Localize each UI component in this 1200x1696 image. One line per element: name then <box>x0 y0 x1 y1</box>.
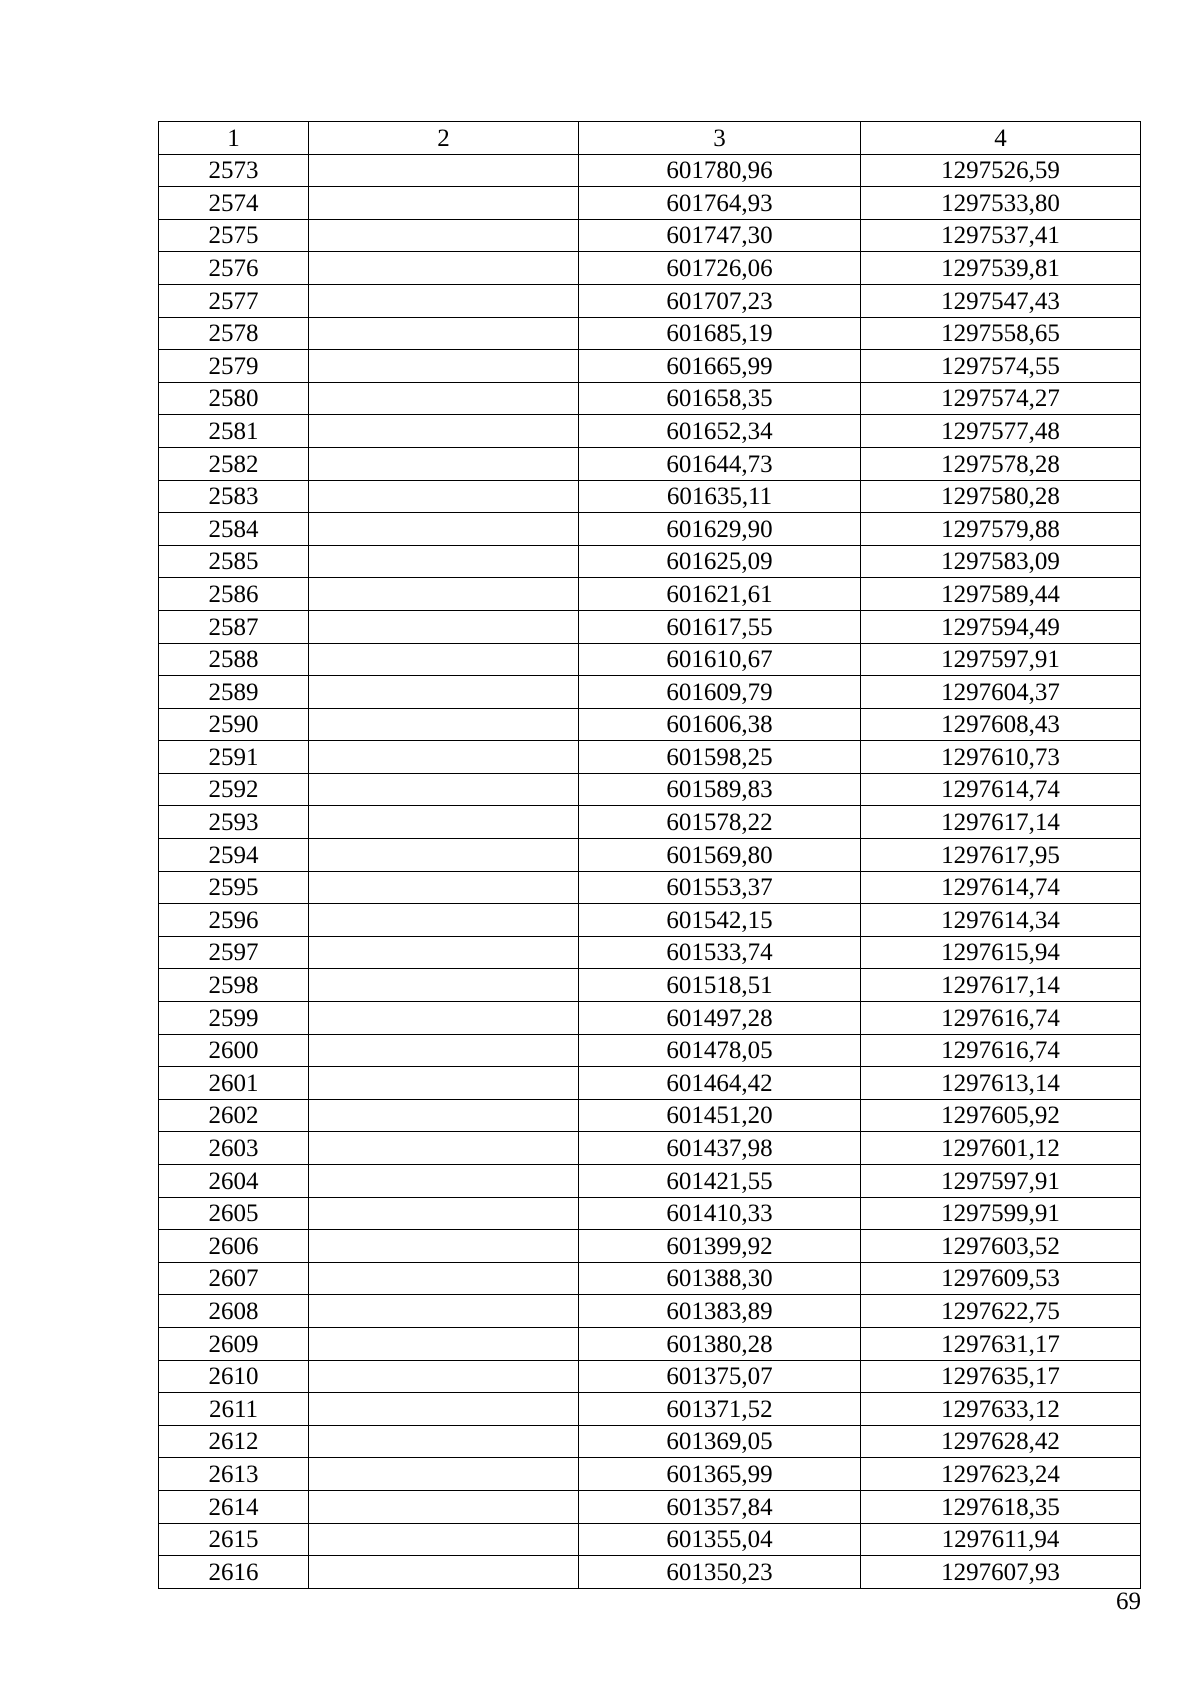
column-header-4: 4 <box>861 122 1141 155</box>
point-number-cell: 2599 <box>159 1002 309 1035</box>
column-header-1: 1 <box>159 122 309 155</box>
description-cell <box>309 1425 579 1458</box>
table-row <box>159 252 1141 285</box>
table-row <box>159 1393 1141 1426</box>
description-cell <box>309 741 579 774</box>
coordinate-y-cell: 1297580,28 <box>861 480 1141 513</box>
description-cell <box>309 1556 579 1589</box>
description-cell <box>309 447 579 480</box>
point-number-cell: 2578 <box>159 317 309 350</box>
description-cell <box>309 1132 579 1165</box>
coordinate-x-cell: 601589,83 <box>579 773 861 806</box>
coordinate-y-cell: 1297539,81 <box>861 252 1141 285</box>
coordinates-table <box>158 121 1141 1589</box>
table-row <box>159 1099 1141 1132</box>
coordinate-y-cell: 1297614,34 <box>861 904 1141 937</box>
coordinate-x-cell: 601780,96 <box>579 154 861 187</box>
point-number-cell: 2592 <box>159 773 309 806</box>
coordinate-x-cell: 601726,06 <box>579 252 861 285</box>
description-cell <box>309 284 579 317</box>
coordinate-x-cell: 601533,74 <box>579 936 861 969</box>
table-row <box>159 578 1141 611</box>
coordinate-y-cell: 1297577,48 <box>861 415 1141 448</box>
coordinate-x-cell: 601569,80 <box>579 839 861 872</box>
coordinate-y-cell: 1297526,59 <box>861 154 1141 187</box>
point-number-cell: 2593 <box>159 806 309 839</box>
coordinate-y-cell: 1297616,74 <box>861 1002 1141 1035</box>
coordinate-y-cell: 1297613,14 <box>861 1067 1141 1100</box>
table-row <box>159 1230 1141 1263</box>
description-cell <box>309 513 579 546</box>
coordinate-y-cell: 1297609,53 <box>861 1262 1141 1295</box>
table-row <box>159 676 1141 709</box>
table-row <box>159 480 1141 513</box>
table-row <box>159 1002 1141 1035</box>
column-header-2: 2 <box>309 122 579 155</box>
coordinate-y-cell: 1297603,52 <box>861 1230 1141 1263</box>
coordinate-x-cell: 601542,15 <box>579 904 861 937</box>
description-cell <box>309 1034 579 1067</box>
table-row <box>159 610 1141 643</box>
coordinate-y-cell: 1297611,94 <box>861 1523 1141 1556</box>
table-row <box>159 1458 1141 1491</box>
description-cell <box>309 1165 579 1198</box>
table-row <box>159 1360 1141 1393</box>
coordinate-x-cell: 601629,90 <box>579 513 861 546</box>
point-number-cell: 2579 <box>159 350 309 383</box>
coordinate-y-cell: 1297579,88 <box>861 513 1141 546</box>
coordinate-x-cell: 601610,67 <box>579 643 861 676</box>
coordinate-x-cell: 601644,73 <box>579 447 861 480</box>
point-number-cell: 2600 <box>159 1034 309 1067</box>
coordinate-y-cell: 1297574,55 <box>861 350 1141 383</box>
coordinate-y-cell: 1297597,91 <box>861 1165 1141 1198</box>
point-number-cell: 2597 <box>159 936 309 969</box>
point-number-cell: 2573 <box>159 154 309 187</box>
point-number-cell: 2615 <box>159 1523 309 1556</box>
table-body <box>159 154 1141 1588</box>
description-cell <box>309 1295 579 1328</box>
coordinate-x-cell: 601421,55 <box>579 1165 861 1198</box>
point-number-cell: 2589 <box>159 676 309 709</box>
coordinate-y-cell: 1297615,94 <box>861 936 1141 969</box>
coordinate-y-cell: 1297631,17 <box>861 1327 1141 1360</box>
point-number-cell: 2611 <box>159 1393 309 1426</box>
coordinate-x-cell: 601451,20 <box>579 1099 861 1132</box>
point-number-cell: 2585 <box>159 545 309 578</box>
coordinate-y-cell: 1297608,43 <box>861 708 1141 741</box>
description-cell <box>309 1230 579 1263</box>
point-number-cell: 2613 <box>159 1458 309 1491</box>
table-row <box>159 1197 1141 1230</box>
description-cell <box>309 578 579 611</box>
table-row <box>159 904 1141 937</box>
coordinate-x-cell: 601665,99 <box>579 350 861 383</box>
coordinate-y-cell: 1297597,91 <box>861 643 1141 676</box>
coordinate-y-cell: 1297617,95 <box>861 839 1141 872</box>
table-row <box>159 187 1141 220</box>
table-row <box>159 219 1141 252</box>
coordinate-y-cell: 1297547,43 <box>861 284 1141 317</box>
point-number-cell: 2582 <box>159 447 309 480</box>
coordinate-y-cell: 1297594,49 <box>861 610 1141 643</box>
table-row <box>159 1295 1141 1328</box>
coordinate-x-cell: 601621,61 <box>579 578 861 611</box>
coordinate-x-cell: 601609,79 <box>579 676 861 709</box>
coordinate-x-cell: 601399,92 <box>579 1230 861 1263</box>
coordinate-y-cell: 1297614,74 <box>861 773 1141 806</box>
description-cell <box>309 545 579 578</box>
table-row <box>159 1327 1141 1360</box>
coordinate-x-cell: 601478,05 <box>579 1034 861 1067</box>
description-cell <box>309 1099 579 1132</box>
coordinate-x-cell: 601350,23 <box>579 1556 861 1589</box>
table-row <box>159 839 1141 872</box>
description-cell <box>309 1458 579 1491</box>
table-row <box>159 382 1141 415</box>
coordinate-y-cell: 1297589,44 <box>861 578 1141 611</box>
description-cell <box>309 643 579 676</box>
coordinate-x-cell: 601375,07 <box>579 1360 861 1393</box>
coordinate-y-cell: 1297616,74 <box>861 1034 1141 1067</box>
coordinate-y-cell: 1297633,12 <box>861 1393 1141 1426</box>
point-number-cell: 2604 <box>159 1165 309 1198</box>
coordinate-y-cell: 1297617,14 <box>861 969 1141 1002</box>
description-cell <box>309 480 579 513</box>
description-cell <box>309 871 579 904</box>
point-number-cell: 2602 <box>159 1099 309 1132</box>
coordinate-x-cell: 601578,22 <box>579 806 861 839</box>
coordinate-x-cell: 601658,35 <box>579 382 861 415</box>
description-cell <box>309 1197 579 1230</box>
table-row <box>159 1067 1141 1100</box>
coordinate-x-cell: 601388,30 <box>579 1262 861 1295</box>
point-number-cell: 2581 <box>159 415 309 448</box>
table-row <box>159 1425 1141 1458</box>
coordinate-x-cell: 601553,37 <box>579 871 861 904</box>
description-cell <box>309 806 579 839</box>
point-number-cell: 2610 <box>159 1360 309 1393</box>
description-cell <box>309 252 579 285</box>
point-number-cell: 2595 <box>159 871 309 904</box>
point-number-cell: 2601 <box>159 1067 309 1100</box>
coordinate-y-cell: 1297574,27 <box>861 382 1141 415</box>
table-row <box>159 806 1141 839</box>
point-number-cell: 2596 <box>159 904 309 937</box>
coordinate-x-cell: 601464,42 <box>579 1067 861 1100</box>
coordinate-x-cell: 601652,34 <box>579 415 861 448</box>
description-cell <box>309 1262 579 1295</box>
table-row <box>159 1556 1141 1589</box>
coordinate-y-cell: 1297628,42 <box>861 1425 1141 1458</box>
coordinate-y-cell: 1297583,09 <box>861 545 1141 578</box>
coordinate-y-cell: 1297614,74 <box>861 871 1141 904</box>
coordinate-x-cell: 601410,33 <box>579 1197 861 1230</box>
point-number-cell: 2575 <box>159 219 309 252</box>
point-number-cell: 2574 <box>159 187 309 220</box>
coordinate-x-cell: 601747,30 <box>579 219 861 252</box>
table-row <box>159 708 1141 741</box>
description-cell <box>309 1067 579 1100</box>
table-row <box>159 1490 1141 1523</box>
point-number-cell: 2584 <box>159 513 309 546</box>
point-number-cell: 2586 <box>159 578 309 611</box>
coordinate-x-cell: 601606,38 <box>579 708 861 741</box>
column-header-3: 3 <box>579 122 861 155</box>
table-header-row <box>159 122 1141 155</box>
coordinate-x-cell: 601598,25 <box>579 741 861 774</box>
table-row <box>159 447 1141 480</box>
point-number-cell: 2608 <box>159 1295 309 1328</box>
point-number-cell: 2605 <box>159 1197 309 1230</box>
table-row <box>159 773 1141 806</box>
coordinate-x-cell: 601685,19 <box>579 317 861 350</box>
point-number-cell: 2588 <box>159 643 309 676</box>
description-cell <box>309 676 579 709</box>
coordinate-x-cell: 601365,99 <box>579 1458 861 1491</box>
coordinate-x-cell: 601518,51 <box>579 969 861 1002</box>
description-cell <box>309 1393 579 1426</box>
table-row <box>159 871 1141 904</box>
table-row <box>159 1034 1141 1067</box>
table-row <box>159 936 1141 969</box>
coordinate-y-cell: 1297533,80 <box>861 187 1141 220</box>
description-cell <box>309 154 579 187</box>
description-cell <box>309 187 579 220</box>
coordinate-x-cell: 601437,98 <box>579 1132 861 1165</box>
point-number-cell: 2612 <box>159 1425 309 1458</box>
description-cell <box>309 1360 579 1393</box>
coordinate-y-cell: 1297537,41 <box>861 219 1141 252</box>
coordinate-x-cell: 601764,93 <box>579 187 861 220</box>
table-row <box>159 317 1141 350</box>
coordinate-y-cell: 1297607,93 <box>861 1556 1141 1589</box>
coordinate-x-cell: 601635,11 <box>579 480 861 513</box>
coordinate-y-cell: 1297605,92 <box>861 1099 1141 1132</box>
table-row <box>159 741 1141 774</box>
coordinate-x-cell: 601355,04 <box>579 1523 861 1556</box>
table-row <box>159 969 1141 1002</box>
table-row <box>159 415 1141 448</box>
page-number: 69 <box>1116 1588 1141 1615</box>
description-cell <box>309 1002 579 1035</box>
point-number-cell: 2587 <box>159 610 309 643</box>
table-row <box>159 513 1141 546</box>
description-cell <box>309 773 579 806</box>
coordinate-x-cell: 601707,23 <box>579 284 861 317</box>
coordinate-y-cell: 1297635,17 <box>861 1360 1141 1393</box>
table-row <box>159 154 1141 187</box>
coordinate-y-cell: 1297604,37 <box>861 676 1141 709</box>
description-cell <box>309 936 579 969</box>
coordinate-x-cell: 601369,05 <box>579 1425 861 1458</box>
coordinate-x-cell: 601357,84 <box>579 1490 861 1523</box>
coordinate-x-cell: 601371,52 <box>579 1393 861 1426</box>
table-row <box>159 1132 1141 1165</box>
coordinate-y-cell: 1297610,73 <box>861 741 1141 774</box>
point-number-cell: 2594 <box>159 839 309 872</box>
point-number-cell: 2607 <box>159 1262 309 1295</box>
description-cell <box>309 382 579 415</box>
description-cell <box>309 1327 579 1360</box>
coordinate-x-cell: 601380,28 <box>579 1327 861 1360</box>
coordinate-y-cell: 1297617,14 <box>861 806 1141 839</box>
coordinate-y-cell: 1297558,65 <box>861 317 1141 350</box>
description-cell <box>309 610 579 643</box>
point-number-cell: 2603 <box>159 1132 309 1165</box>
table-row <box>159 545 1141 578</box>
table-row <box>159 1262 1141 1295</box>
point-number-cell: 2616 <box>159 1556 309 1589</box>
description-cell <box>309 904 579 937</box>
point-number-cell: 2606 <box>159 1230 309 1263</box>
description-cell <box>309 708 579 741</box>
description-cell <box>309 839 579 872</box>
coordinate-x-cell: 601625,09 <box>579 545 861 578</box>
point-number-cell: 2598 <box>159 969 309 1002</box>
coordinate-x-cell: 601617,55 <box>579 610 861 643</box>
coordinate-x-cell: 601383,89 <box>579 1295 861 1328</box>
coordinate-x-cell: 601497,28 <box>579 1002 861 1035</box>
point-number-cell: 2609 <box>159 1327 309 1360</box>
coordinate-y-cell: 1297601,12 <box>861 1132 1141 1165</box>
point-number-cell: 2580 <box>159 382 309 415</box>
coordinate-y-cell: 1297578,28 <box>861 447 1141 480</box>
point-number-cell: 2577 <box>159 284 309 317</box>
description-cell <box>309 219 579 252</box>
point-number-cell: 2576 <box>159 252 309 285</box>
point-number-cell: 2591 <box>159 741 309 774</box>
point-number-cell: 2590 <box>159 708 309 741</box>
table-row <box>159 1523 1141 1556</box>
description-cell <box>309 969 579 1002</box>
coordinate-y-cell: 1297618,35 <box>861 1490 1141 1523</box>
description-cell <box>309 415 579 448</box>
coordinate-y-cell: 1297623,24 <box>861 1458 1141 1491</box>
table-row <box>159 350 1141 383</box>
description-cell <box>309 317 579 350</box>
coordinate-y-cell: 1297622,75 <box>861 1295 1141 1328</box>
description-cell <box>309 1523 579 1556</box>
coordinate-y-cell: 1297599,91 <box>861 1197 1141 1230</box>
point-number-cell: 2614 <box>159 1490 309 1523</box>
description-cell <box>309 1490 579 1523</box>
table-row <box>159 643 1141 676</box>
table-row <box>159 1165 1141 1198</box>
description-cell <box>309 350 579 383</box>
point-number-cell: 2583 <box>159 480 309 513</box>
table-row <box>159 284 1141 317</box>
